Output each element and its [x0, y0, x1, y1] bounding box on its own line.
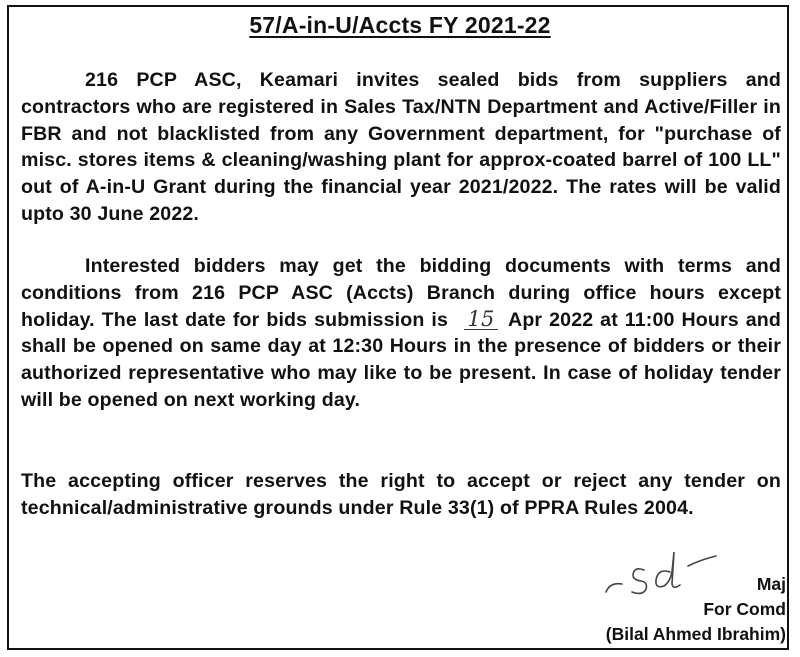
paragraph-bidding-documents — [21, 253, 781, 414]
paragraph-invitation — [21, 67, 781, 228]
paragraph-invitation-text: 216 PCP ASC, Keamari invites sealed bids from suppliers and contractors who are registered in Sales Tax/NTN Department and Active/Filler in FBR and not blacklisted from any Government department, for "purchase of misc. stores items & cleaning/washing plant for approx-coated barrel of 100 LL" out of A-in-U Grant during the financial year 2021/2022. The rates will be valid upto 30 June 2022. — [21, 69, 781, 225]
paragraph-bidding-text-start: Interested bidders may get the bidding documents with terms and conditions from 216 PCP ASC (Accts) Branch during office hours except holiday. The last date for bids submission is — [21, 255, 781, 331]
signatory-rank: Maj — [756, 574, 786, 594]
signatory-role: For Comd — [703, 599, 786, 619]
signature-block — [606, 572, 786, 647]
signatory-name: (Bilal Ahmed Ibrahim) — [605, 624, 786, 644]
paragraph-accepting-officer: The accepting officer reserves the right to accept or reject any tender on technical/administrative grounds under Rule 33(1) of PPRA Rules 2004. — [21, 470, 781, 519]
signature-mark-text: -sd- — [600, 548, 602, 549]
paragraph-bidding-text-end: Apr 2022 at 11:00 Hours and shall be opened on same day at 12:30 Hours in the presence of bidders or their authorized representative who may like to be present. In case of holiday tender will be opened on next working day. — [21, 308, 781, 411]
handwritten-date: 15 — [464, 309, 498, 330]
notice-title: 57/A-in-U/Accts FY 2021-22 — [249, 12, 551, 38]
